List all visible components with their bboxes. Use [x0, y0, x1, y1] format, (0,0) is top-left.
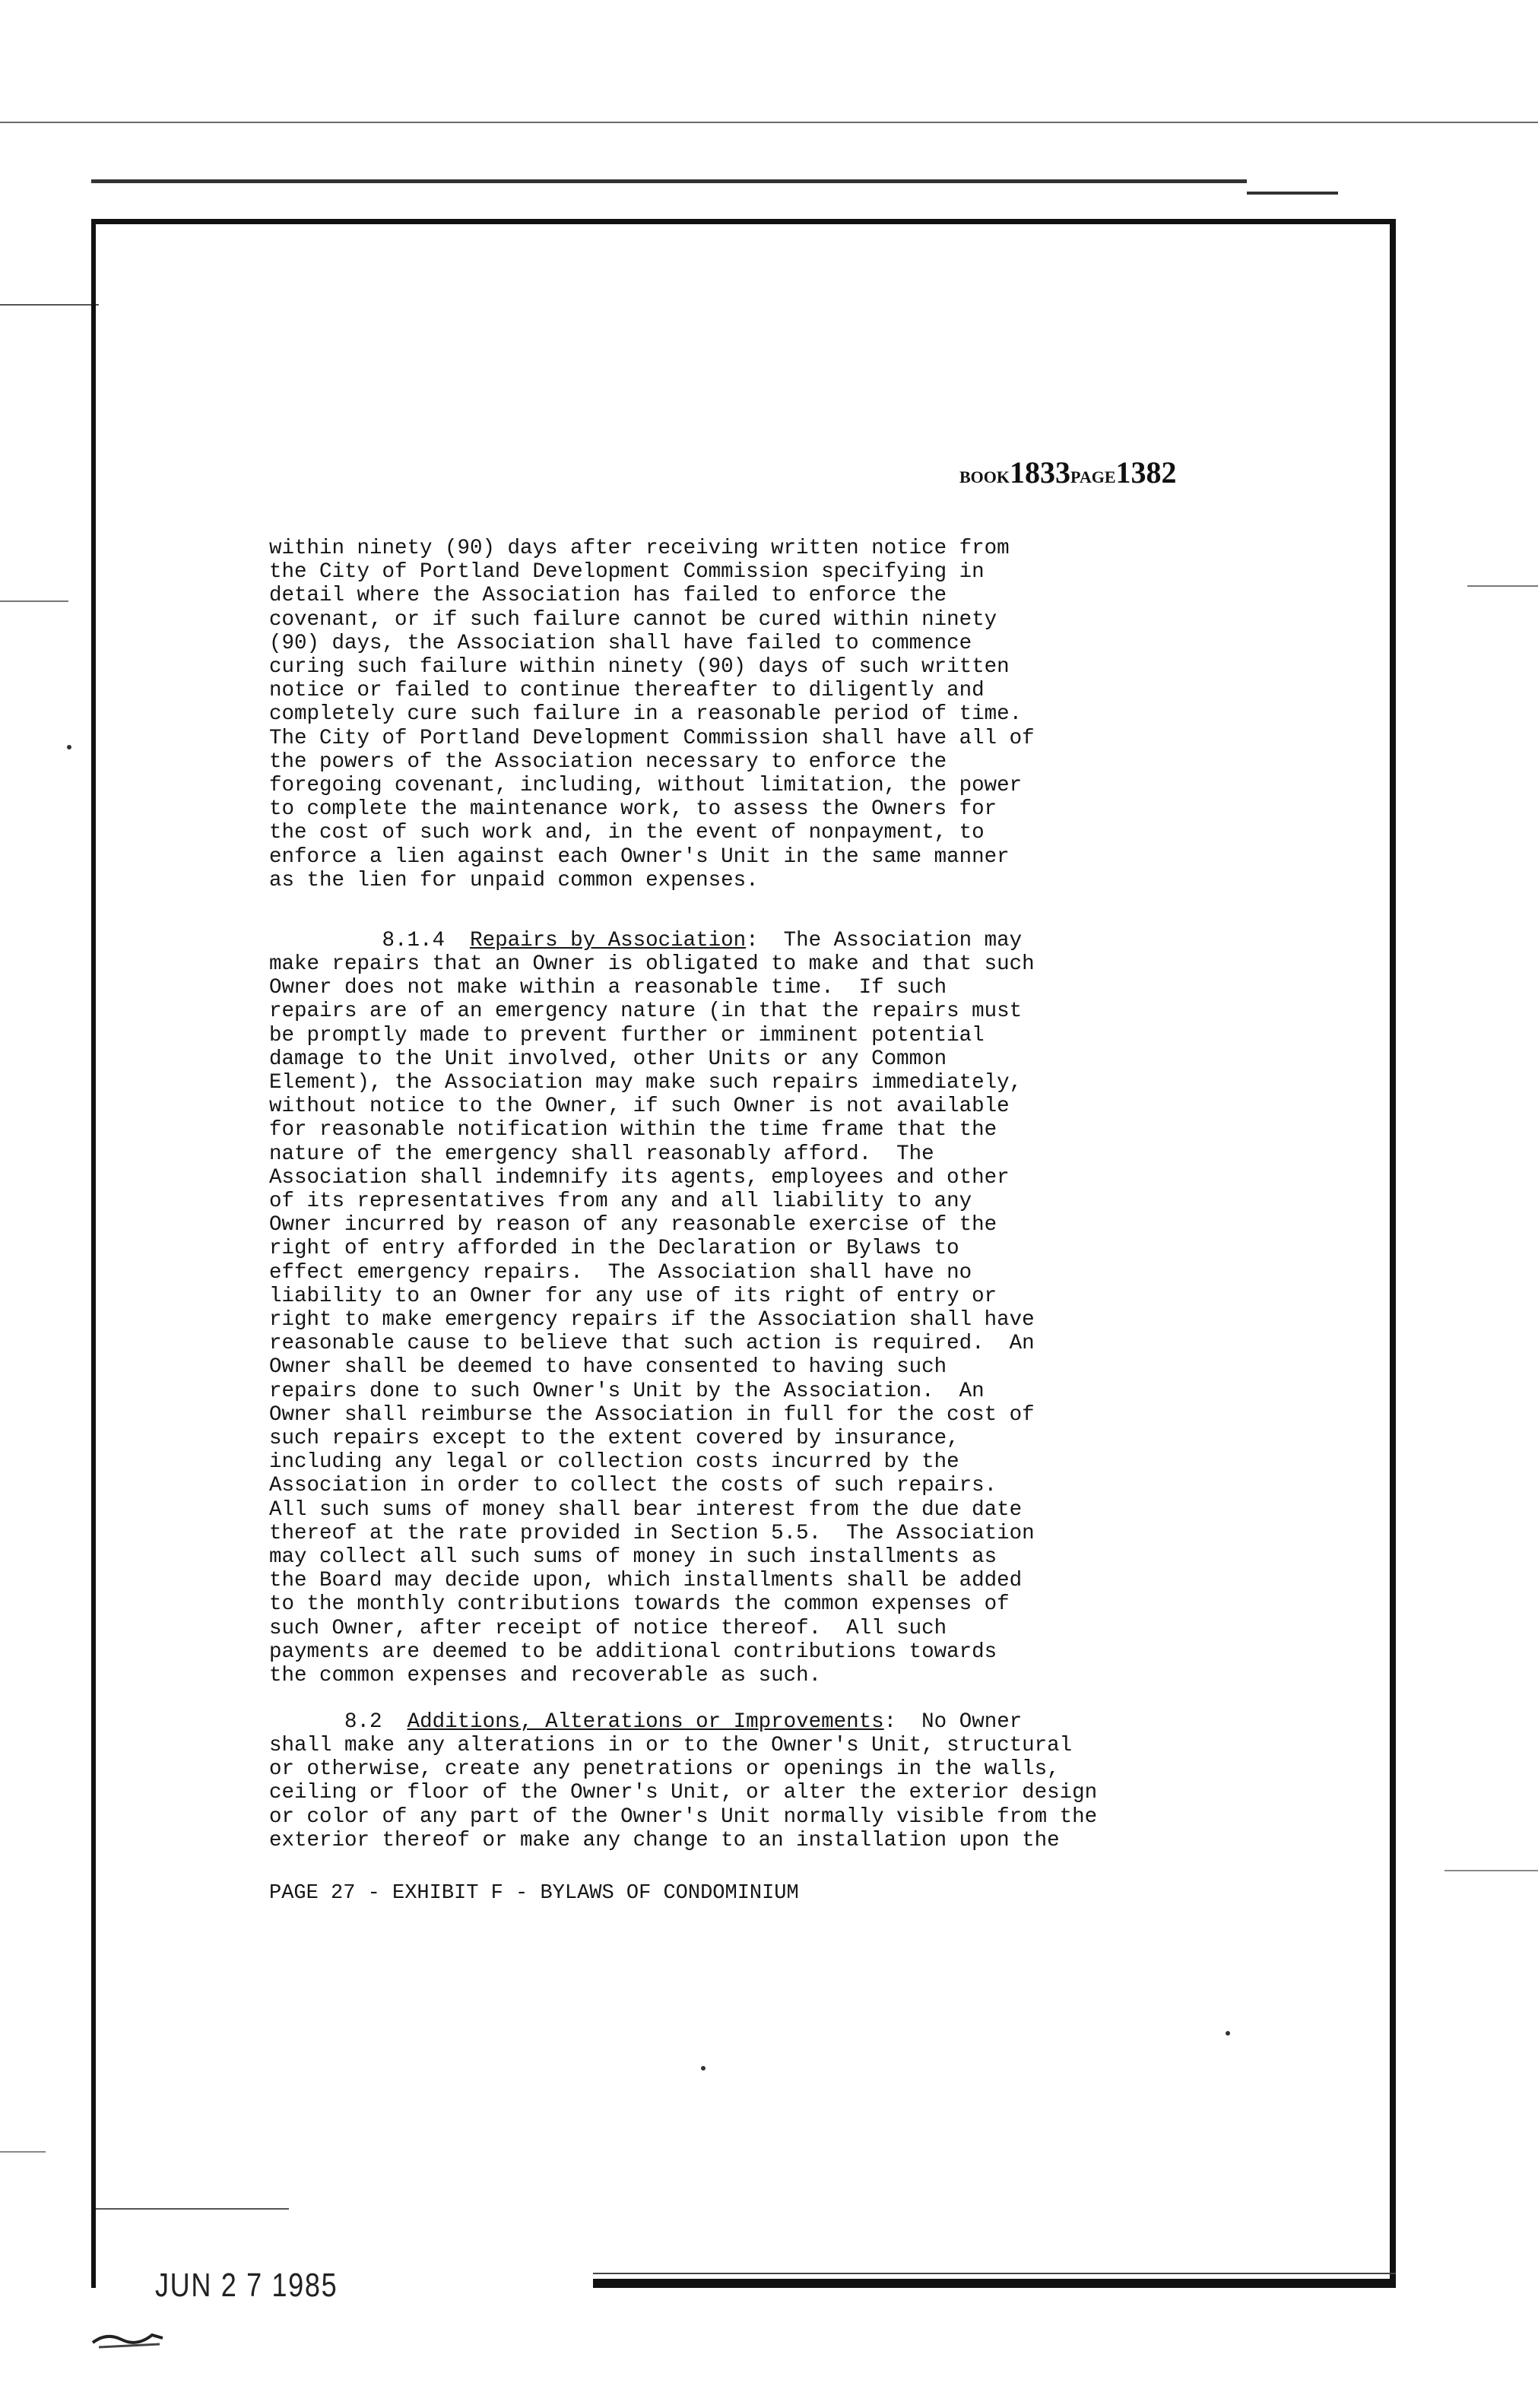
page-label: PAGE	[1070, 467, 1116, 486]
scan-artifact-left-2	[0, 600, 68, 602]
section-8-1-4-heading-line	[269, 929, 1387, 952]
section-8-1-4-first-line-rest: : The Association may	[746, 929, 1023, 952]
section-8-2-first-line-rest: : No Owner	[883, 1710, 1023, 1734]
page-border-top	[91, 219, 1396, 224]
scan-speck	[67, 745, 71, 749]
section-8-2-heading: Additions, Alterations or Improvements	[407, 1710, 884, 1734]
scan-artifact-right-2	[1444, 1870, 1538, 1871]
recording-date-stamp: JUN 2 7 1985	[155, 2267, 338, 2304]
book-page-stamp	[959, 455, 1177, 490]
book-number: 1833	[1010, 455, 1071, 490]
stamp-scribble-icon	[91, 2327, 164, 2350]
page-border-right	[1390, 219, 1396, 2288]
page-number: 1382	[1115, 455, 1177, 490]
book-label: BOOK	[959, 467, 1010, 486]
scan-artifact-left-3	[0, 2151, 46, 2153]
section-8-1-4-number: 8.1.4	[382, 929, 446, 952]
section-8-1-4-body: make repairs that an Owner is obligated to make and that such Owner does not make within a reasonable time. If such repairs are of an emergency nature (in that the repairs must be promptly made to prevent further or imminent potential damage to the Unit involved, other Units or any Common Element), the Association may make such repairs immediately, without notice to the Owner, if such Owner is not available for reasonable notification within the time frame that the nature of the emergency shall reasonably afford. The Association shall indemnify its agents, employees and other of its representatives from any and all liability to any Owner incurred by reason of any reasonable exercise of the right of entry afforded in the Declaration or Bylaws to effect emergency repairs. The Association shall have no liability to an Owner for any use of its right of entry or right to make emergency repairs if the Association shall have reasonable cause to believe that such action is required. An Owner shall be deemed to have consented to having such repairs done to such Owner's Unit by the Association. An Owner shall reimburse the Association in full for the cost of such repairs except to the extent covered by insurance, including any legal or collection costs incurred by the Association in order to collect the costs of such repairs. All such sums of money shall bear interest from the due date thereof at the rate provided in Section 5.5. The Association may collect all such sums of money in such installments as the Board may decide upon, which installments shall be added to the monthly contributions towards the common expenses of such Owner, after receipt of notice thereof. All such payments are deemed to be additional contributions towards the common expenses and recoverable as such.	[269, 952, 1035, 1688]
page-footer: PAGE 27 - EXHIBIT F - BYLAWS OF CONDOMINIUM	[269, 1882, 799, 1905]
section-8-2-heading-line	[269, 1710, 1387, 1734]
paragraph-continuation: within ninety (90) days after receiving written notice from the City of Portland Development Commission specifying in detail where the Association has failed to enforce the covenant, or if such failure cannot be cured within ninety (90) days, the Association shall have failed to commence curing such failure within ninety (90) days of such written notice or failed to continue thereafter to diligently and completely cure such failure in a reasonable period of time. The City of Portland Development Commission shall have all of the powers of the Association necessary to enforce the foregoing covenant, including, without limitation, the power to complete the maintenance work, to assess the Owners for the cost of such work and, in the event of nonpayment, to enforce a lien against each Owner's Unit in the same manner as the lien for unpaid common expenses.	[269, 537, 1035, 892]
scan-artifact-left	[0, 304, 99, 306]
scan-artifact-right	[1467, 585, 1538, 587]
scan-artifact-top	[0, 122, 1538, 123]
scan-speck	[1226, 2031, 1230, 2036]
section-8-2-body: shall make any alterations in or to the Owner's Unit, structural or otherwise, create any penetrations or openings in the walls, ceiling or floor of the Owner's Unit, or alter the exterior design or color of any part of the Owner's Unit normally visible from the exterior thereof or make any change to an installation upon the	[269, 1734, 1098, 1852]
scan-artifact-bottom	[91, 2208, 289, 2210]
section-8-1-4-heading: Repairs by Association	[470, 929, 747, 952]
scan-artifact-top-2	[91, 179, 1247, 183]
page-border-bottom	[593, 2279, 1396, 2288]
page-border-bottom-thin	[593, 2273, 1396, 2274]
page-border-left	[91, 219, 96, 2288]
scan-artifact-top-3	[1247, 192, 1338, 195]
section-8-2-number: 8.2	[344, 1710, 382, 1734]
scan-speck	[701, 2066, 706, 2071]
